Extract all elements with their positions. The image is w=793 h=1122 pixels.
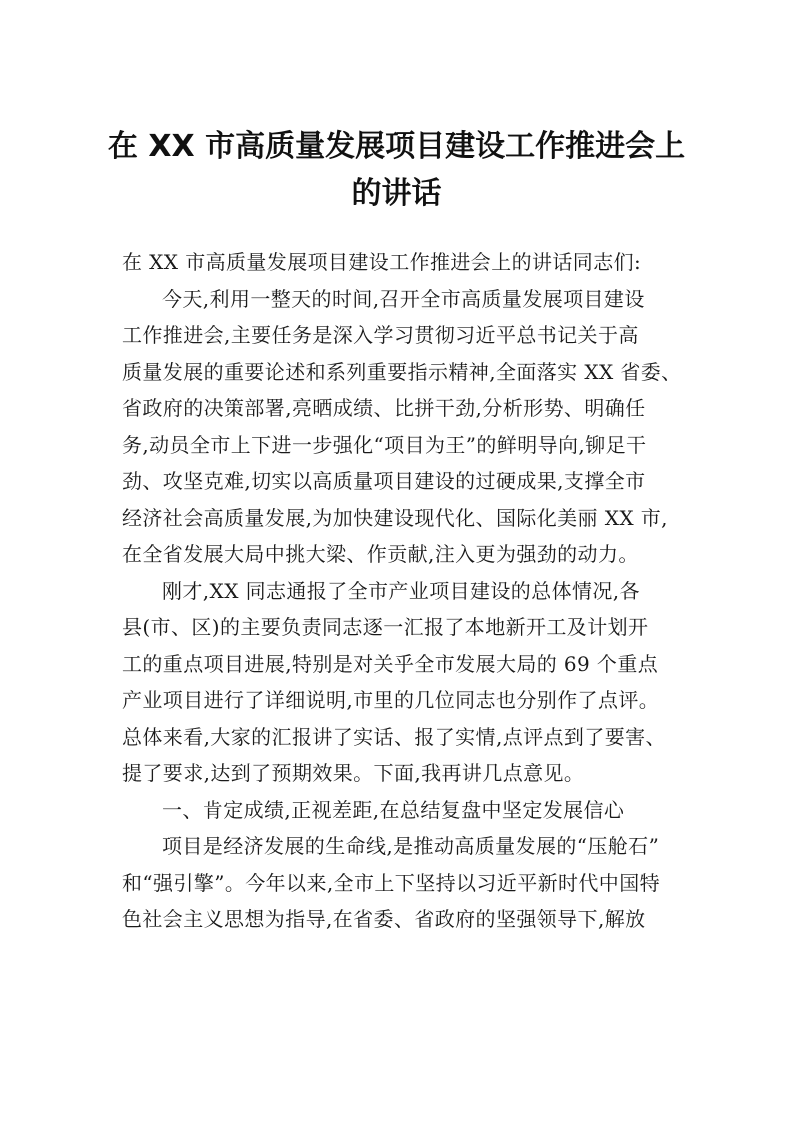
body-line: 务,动员全市上下进一步强化“项目为王”的鲜明导向,铆足干 (122, 432, 647, 457)
body-line: 总体来看,大家的汇报讲了实话、报了实情,点评点到了要害、 (122, 724, 666, 749)
body-line: 工作推进会,主要任务是深入学习贯彻习近平总书记关于高 (122, 323, 639, 347)
body-line: 项目是经济发展的生命线,是推动高质量发展的“压舱石” (162, 834, 660, 858)
body-line: 工的重点项目进展,特别是对关乎全市发展大局的 69 个重点 (122, 651, 659, 676)
document-body (122, 244, 682, 938)
body-line: 提了要求,达到了预期效果。下面,我再讲几点意见。 (122, 761, 585, 785)
body-line: 劲、攻坚克难,切实以高质量项目建设的过硬成果,支撑全市 (122, 469, 646, 493)
body-line: 和“强引擎”。今年以来,全市上下坚持以习近平新时代中国特 (122, 870, 661, 895)
body-line: 在 XX 市高质量发展项目建设工作推进会上的讲话同志们: (122, 250, 642, 274)
body-line: 刚才,XX 同志通报了全市产业项目建设的总体情况,各 (162, 578, 640, 603)
body-line: 今天,利用一整天的时间,召开全市高质量发展项目建设 (162, 286, 645, 311)
body-line: 质量发展的重要论述和系列重要指示精神,全面落实 XX 省委、 (122, 359, 682, 384)
body-line: 在全省发展大局中挑大梁、作贡献,注入更为强劲的动力。 (122, 542, 639, 566)
body-line: 色社会主义思想为指导,在省委、省政府的坚强领导下,解放 (122, 907, 646, 931)
document-title-line-2: 的讲话 (351, 176, 442, 211)
body-line: 县(市、区)的主要负责同志逐一汇报了本地新开工及计划开 (122, 615, 649, 639)
body-line: 经济社会高质量发展,为加快建设现代化、国际化美丽 XX 市, (122, 505, 668, 530)
section-heading: 一、肯定成绩,正视差距,在总结复盘中坚定发展信心 (162, 797, 625, 822)
document-title-line-1: 在 XX 市高质量发展项目建设工作推进会上 (107, 129, 686, 164)
body-line: 省政府的决策部署,亮晒成绩、比拼干劲,分析形势、明确任 (122, 396, 646, 420)
body-line: 产业项目进行了详细说明,市里的几位同志也分别作了点评。 (122, 688, 660, 712)
